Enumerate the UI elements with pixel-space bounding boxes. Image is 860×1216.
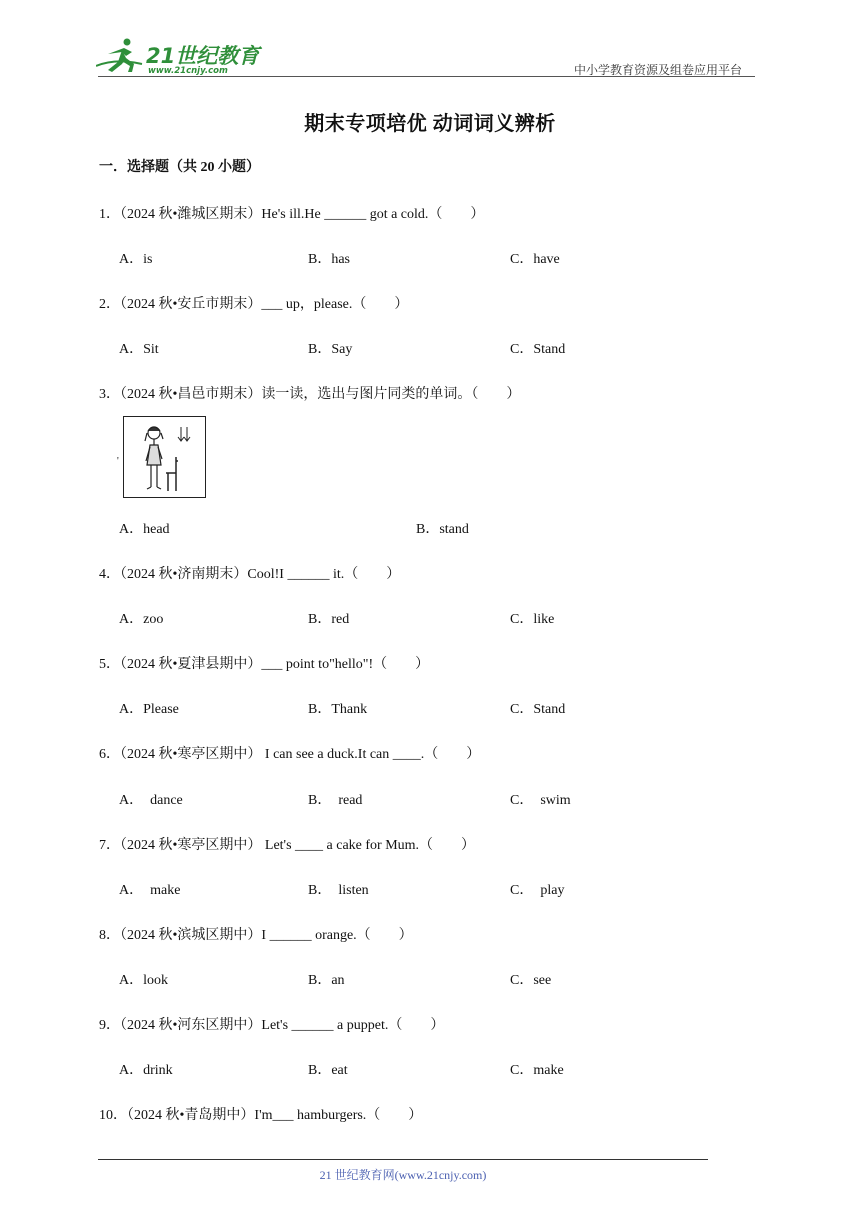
option-c: C．make	[510, 1063, 564, 1078]
option-b: B． read	[308, 793, 363, 808]
option-a: A．zoo	[119, 612, 164, 627]
down-arrow-icon	[178, 427, 190, 441]
option-c: C．have	[510, 252, 560, 267]
option-a: A．head	[119, 522, 170, 537]
option-b: B． listen	[308, 883, 369, 898]
logo	[96, 36, 260, 78]
option-b: B．red	[308, 612, 350, 627]
option-c: C． swim	[510, 793, 571, 808]
logo-url: www.21cnjy.com	[148, 66, 228, 76]
question-stem: 8．（2024 秋•滨城区期中）I ______ orange.（ ）	[99, 928, 413, 943]
header-divider	[98, 76, 755, 77]
girl-chair-figure	[123, 416, 206, 498]
question-stem: 6．（2024 秋•寒亭区期中） I can see a duck.It can ____.（ ）	[99, 747, 481, 762]
section-heading: 一．选择题（共 20 小题）	[99, 160, 260, 175]
footer-text: 21 世纪教育网(www.21cnjy.com)	[319, 1168, 487, 1182]
logo-text: 21世纪教育	[146, 44, 260, 68]
option-a: A．drink	[119, 1063, 173, 1078]
option-a: A．Sit	[119, 342, 159, 357]
question-stem: 3．（2024 秋•昌邑市期末）读一读，选出与图片同类的单词。（ ）	[99, 387, 521, 402]
question-stem: 9．（2024 秋•河东区期中）Let's ______ a puppet.（ ）	[99, 1018, 445, 1033]
footer-divider	[98, 1159, 708, 1160]
option-c: C．Stand	[510, 342, 566, 357]
option-a: A．look	[119, 973, 168, 988]
runner-logo-icon	[96, 39, 142, 73]
option-b: B．an	[308, 973, 345, 988]
option-a: A． make	[119, 883, 181, 898]
question-stem: 1．（2024 秋•潍城区期末）He's ill.He ______ got a cold.（ ）	[99, 207, 485, 222]
option-b: B．has	[308, 252, 350, 267]
option-c: C． play	[510, 883, 565, 898]
option-a: A． dance	[119, 793, 183, 808]
option-a: A．is	[119, 252, 153, 267]
option-b: B．stand	[416, 522, 469, 537]
question-stem: 4．（2024 秋•济南期末）Cool!I ______ it.（ ）	[99, 567, 401, 582]
girl-icon	[145, 427, 163, 489]
option-c: C．like	[510, 612, 555, 627]
option-c: C．Stand	[510, 702, 566, 717]
page-title: 期末专项培优 动词词义辨析	[304, 113, 556, 135]
option-b: B．Say	[308, 342, 353, 357]
option-c: C．see	[510, 973, 552, 988]
option-b: B．eat	[308, 1063, 348, 1078]
header-tagline: 中小学教育资源及组卷应用平台	[574, 63, 743, 77]
question-stem: 5．（2024 秋•夏津县期中）___ point to"hello"!（ ）	[99, 657, 430, 672]
question-stem: 7．（2024 秋•寒亭区期中） Let's ____ a cake for Mum.（ ）	[99, 838, 476, 853]
option-a: A．Please	[119, 702, 179, 717]
option-b: B．Thank	[308, 702, 368, 717]
chair-icon	[166, 457, 178, 491]
question-stem: 10．（2024 秋•青岛期中）I'm___ hamburgers.（ ）	[99, 1108, 423, 1123]
figure-mark: '	[117, 456, 119, 467]
question-stem: 2．（2024 秋•安丘市期末）___ up，please.（ ）	[99, 297, 409, 312]
